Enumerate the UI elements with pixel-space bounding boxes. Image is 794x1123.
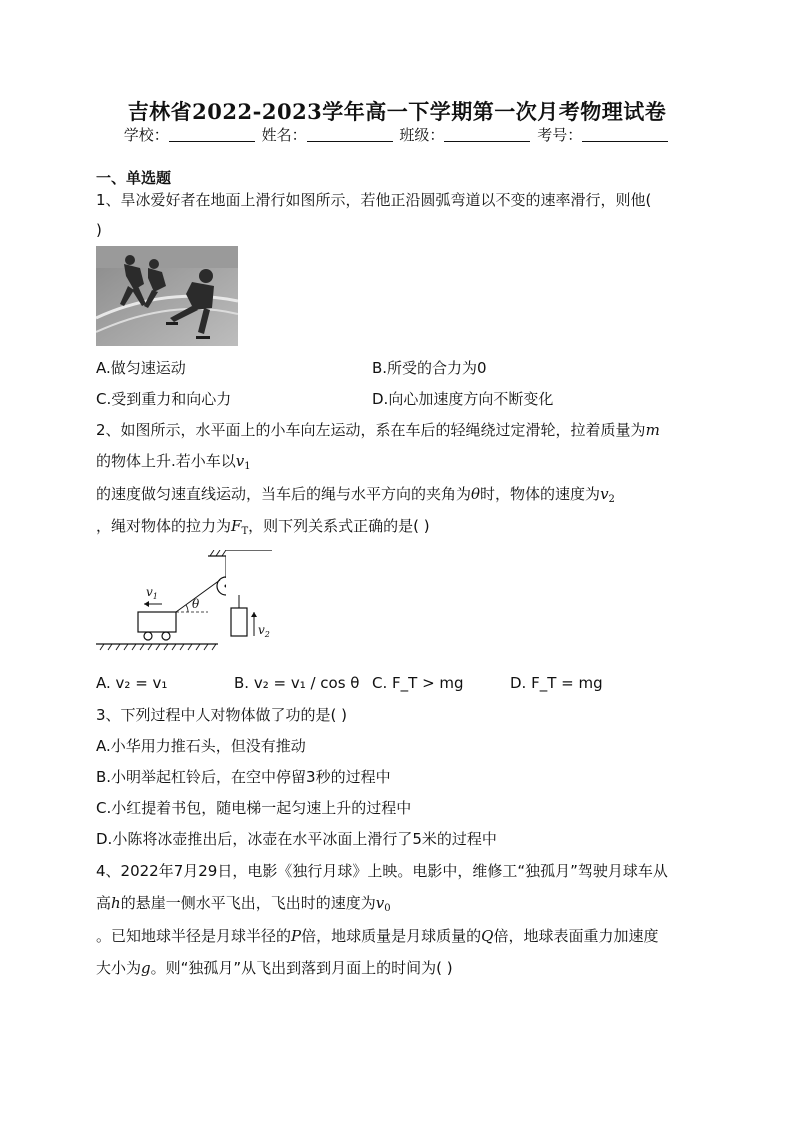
school-blank[interactable] — [169, 127, 255, 142]
q1-option-a[interactable]: A.做匀速运动 — [96, 359, 186, 377]
q2-option-a[interactable]: A. v₂ = v₁ — [96, 674, 168, 692]
q1-option-b[interactable]: B.所受的合力为0 — [372, 359, 487, 377]
q4-stem-line4 — [96, 958, 453, 978]
school-label: 学校： — [123, 126, 169, 144]
hanging-block-diagram — [214, 550, 274, 662]
class-label: 班级： — [399, 126, 445, 144]
name-blank[interactable] — [307, 127, 393, 142]
v0-symbol: $v_0$ — [375, 894, 391, 914]
q3-option-d[interactable]: D.小陈将冰壶推出后，冰壶在水平冰面上滑行了5米的过程中 — [96, 830, 497, 848]
v2-symbol: $v_2$ — [600, 485, 615, 505]
exam-title: 吉林省2022-2023学年高一下学期第一次月考物理试卷 — [127, 99, 667, 124]
q3-option-a[interactable]: A.小华用力推石头，但没有推动 — [96, 737, 306, 755]
mass-symbol: m — [645, 421, 660, 439]
q4-text4a: 大小为 — [96, 959, 142, 977]
q2-option-c[interactable]: C. F_T > mg — [372, 674, 464, 692]
q4-text2a: 高 — [96, 894, 112, 912]
exam-number-label: 考号： — [537, 126, 583, 144]
p-symbol: P — [291, 927, 302, 945]
q1-option-c[interactable]: C.受到重力和向心力 — [96, 390, 232, 408]
q3-option-c[interactable]: C.小红提着书包，随电梯一起匀速上升的过程中 — [96, 799, 412, 817]
q4-text3b: 倍，地球质量是月球质量的 — [301, 927, 482, 945]
diagram-theta-label: θ — [192, 597, 200, 611]
q4-text2b: 的悬崖一侧水平飞出，飞出时的速度为 — [120, 894, 376, 912]
q2-stem-text4b: ，则下列关系式正确的是( ) — [248, 517, 430, 535]
tension-symbol: $F_T$ — [231, 517, 249, 537]
diagram-v1-sub: 1 — [152, 592, 158, 601]
class-blank[interactable] — [444, 127, 530, 142]
q2-stem-line3 — [96, 484, 615, 510]
q4-text4b: 。则“独孤月”从飞出到落到月面上的时间为( ) — [150, 959, 453, 977]
q4-stem-line1: 4、2022年7月29日，电影《独行月球》上映。电影中，维修工“独孤月”驾驶月球车从 — [96, 862, 668, 880]
q2-stem-text4: ，绳对物体的拉力为 — [96, 517, 232, 535]
q4-text3c: 倍，地球表面重力加速度 — [493, 927, 659, 945]
q3-option-b[interactable]: B.小明举起杠铃后，在空中停留3秒的过程中 — [96, 768, 391, 786]
diagram-v1-label: v — [146, 585, 153, 599]
v1-symbol: $v_1$ — [235, 452, 251, 472]
svg-text:v1 — [146, 585, 158, 601]
name-label: 姓名： — [261, 126, 307, 144]
svg-text:v2 — [258, 623, 270, 639]
q2-option-d[interactable]: D. F_T = mg — [510, 674, 603, 692]
q2-stem-text2: 的物体上升.若小车以 — [96, 452, 236, 470]
q1-stem-line2: ) — [96, 221, 102, 239]
theta-symbol: θ — [471, 485, 481, 503]
section-heading: 一、单选题 — [96, 169, 172, 187]
q2-stem-line4 — [96, 516, 430, 542]
q2-stem-line1 — [96, 420, 660, 440]
q4-stem-line2 — [96, 893, 391, 919]
diagram-v2-sub: 2 — [264, 630, 270, 639]
student-info-row — [0, 124, 794, 145]
skater-photo — [96, 246, 238, 346]
exam-number-blank[interactable] — [582, 127, 668, 142]
q1-option-d[interactable]: D.向心加速度方向不断变化 — [372, 390, 554, 408]
q1-stem-line1: 1、旱冰爱好者在地面上滑行如图所示，若他正沿圆弧弯道以不变的速率滑行，则他( — [96, 191, 652, 209]
q4-stem-line3 — [96, 926, 658, 946]
q2-stem-text3: 的速度做匀速直线运动，当车后的绳与水平方向的夹角为 — [96, 485, 472, 503]
height-symbol: h — [111, 894, 121, 912]
q3-stem: 3、下列过程中人对物体做了功的是( ) — [96, 706, 348, 724]
q-symbol: Q — [481, 927, 494, 945]
q2-stem-text1: 2、如图所示，水平面上的小车向左运动，系在车后的轻绳绕过定滑轮，拉着质量为 — [96, 421, 646, 439]
q4-text3a: 。已知地球半径是月球半径的 — [96, 927, 292, 945]
q2-option-b[interactable]: B. v₂ = v₁ / cos θ — [234, 674, 360, 692]
q2-stem-text3b: 时，物体的速度为 — [480, 485, 601, 503]
pulley-cart-diagram — [96, 550, 226, 662]
q2-stem-line2 — [96, 451, 251, 477]
diagram-v2-label: v — [258, 623, 265, 637]
g-symbol: g — [141, 959, 151, 977]
